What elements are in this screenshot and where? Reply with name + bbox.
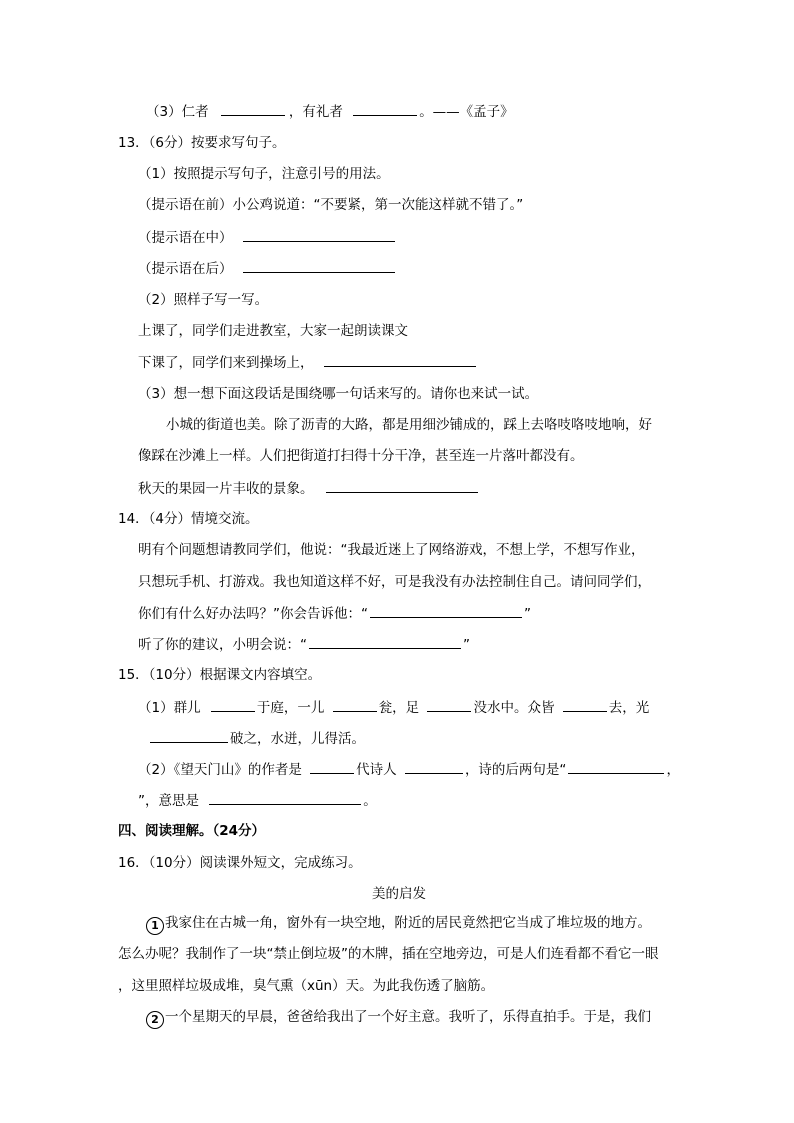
paragraph-number-badge: 2 (146, 1011, 164, 1029)
q13-sub1-after (138, 259, 395, 278)
q15-header: 15．（10分）根据课文内容填空。 (118, 667, 322, 683)
q15-line1-a: （1）群儿 (138, 700, 201, 716)
q13-sub1-example: （提示语在前）小公鸡说道：“不要紧，第一次能这样就不错了。” (138, 197, 524, 213)
q15-line1-d: 没水中。众皆 (473, 700, 555, 716)
q13-sub2-title: （2）照样子写一写。 (138, 292, 269, 308)
q14-line3 (138, 604, 531, 623)
q16-header: 16．（10分）阅读课外短文，完成练习。 (118, 855, 362, 871)
q15-line3-c: ，诗的后两句是“ (464, 762, 567, 778)
answer-blank[interactable] (326, 479, 478, 493)
q15-line4-b: 。 (363, 793, 377, 809)
q14-line2: 只想玩手机、打游戏。我也知道这样不好，可是我没有办法控制住自己。请问同学们， (138, 574, 651, 590)
answer-blank[interactable] (211, 698, 255, 712)
answer-blank[interactable] (150, 729, 228, 743)
answer-blank[interactable] (310, 760, 354, 774)
q13-sub3-para-line1: 小城的街道也美。除了沥青的大路，都是用细沙铺成的，踩上去咯吱咯吱地响，好 (166, 417, 652, 433)
article-title: 美的启发 (372, 886, 426, 902)
q15-line4-a: ”，意思是 (138, 793, 199, 809)
article-para1-line1-text: 我家住在古城一角，窗外有一块空地，附近的居民竟然把它当成了堆垃圾的地方。 (165, 915, 651, 931)
q14-line4-text: 听了你的建议，小明会说：“ (138, 637, 307, 653)
q13-sub2-example: 上课了，同学们走进教室，大家一起朗读课文 (138, 323, 408, 339)
q15-line3 (138, 760, 680, 779)
answer-blank[interactable] (243, 228, 395, 242)
answer-blank[interactable] (427, 698, 471, 712)
article-para2-line1-text: 一个星期天的早晨，爸爸给我出了一个好主意。我听了，乐得直拍手。于是，我们 (165, 1009, 651, 1025)
section-heading: 四、阅读理解。（24分） (118, 823, 266, 839)
paragraph-number-badge: 1 (146, 917, 164, 935)
answer-blank[interactable] (405, 760, 463, 774)
q13-sub3-para-line2: 像踩在沙滩上一样。人们把街道打扫得十分干净，甚至连一片落叶都没有。 (138, 448, 584, 464)
q13-sub3-prompt-text: 秋天的果园一片丰收的景象。 (138, 481, 314, 497)
q13-middle-label: （提示语在中） (138, 230, 233, 246)
answer-blank[interactable] (221, 102, 285, 116)
answer-blank[interactable] (568, 760, 664, 774)
q15-line3-d: ， (666, 762, 680, 778)
q14-header: 14．（4分）情境交流。 (118, 511, 259, 527)
answer-blank[interactable] (563, 698, 607, 712)
q13-sub1-middle (138, 228, 395, 247)
q12-item3 (146, 102, 514, 121)
q15-line1-e: 去，光 (608, 700, 650, 716)
q13-header: 13．（6分）按要求写句子。 (118, 135, 286, 151)
q14-line4-quote: ” (463, 637, 470, 653)
q13-sub3-prompt (138, 479, 478, 498)
article-para1-line2: 怎么办呢？我制作了一块“禁止倒垃圾”的木牌，插在空地旁边，可是人们连看都不看它一眼 (118, 946, 659, 962)
q14-line4 (138, 635, 470, 654)
answer-blank[interactable] (370, 604, 522, 618)
q15-line2 (150, 729, 365, 748)
answer-blank[interactable] (309, 635, 461, 649)
article-para1-line3: ，这里照样垃圾成堆，臭气熏（xūn）天。为此我伤透了脑筋。 (118, 978, 495, 994)
answer-blank[interactable] (333, 698, 377, 712)
q15-line3-a: （2）《望天门山》的作者是 (138, 762, 302, 778)
q13-sub2-prompt (138, 353, 476, 372)
q12-3-text-c: 。——《孟子》 (419, 104, 514, 120)
q13-sub1-title: （1）按照提示写句子，注意引号的用法。 (138, 166, 390, 182)
article-para1-line1 (146, 914, 651, 935)
answer-blank[interactable] (324, 353, 476, 367)
q15-line3-b: 代诗人 (356, 762, 397, 778)
q13-sub2-prompt-text: 下课了，同学们来到操场上， (138, 355, 314, 371)
q15-line4 (138, 791, 377, 810)
q14-line3-quote: ” (524, 606, 531, 622)
article-para2-line1 (146, 1008, 651, 1029)
q14-line1: 明有个问题想请教同学们，他说：“我最近迷上了网络游戏，不想上学，不想写作业， (138, 542, 645, 558)
q14-line3-text: 你们有什么好办法吗？”你会告诉他：“ (138, 606, 368, 622)
q15-line2-text: 破之，水迸，儿得活。 (230, 731, 365, 747)
q13-sub3-title: （3）想一想下面这段话是围绕哪一句话来写的。请你也来试一试。 (138, 386, 539, 402)
q15-line1-c: 瓮，足 (378, 700, 420, 716)
answer-blank[interactable] (353, 102, 417, 116)
q13-after-label: （提示语在后） (138, 261, 233, 277)
q12-3-text-a: （3）仁者 (146, 104, 209, 120)
answer-blank[interactable] (209, 791, 361, 805)
q12-3-text-b: ，有礼者 (288, 104, 343, 120)
q15-line1 (138, 698, 649, 717)
q15-line1-b: 于庭，一儿 (256, 700, 325, 716)
answer-blank[interactable] (243, 259, 395, 273)
